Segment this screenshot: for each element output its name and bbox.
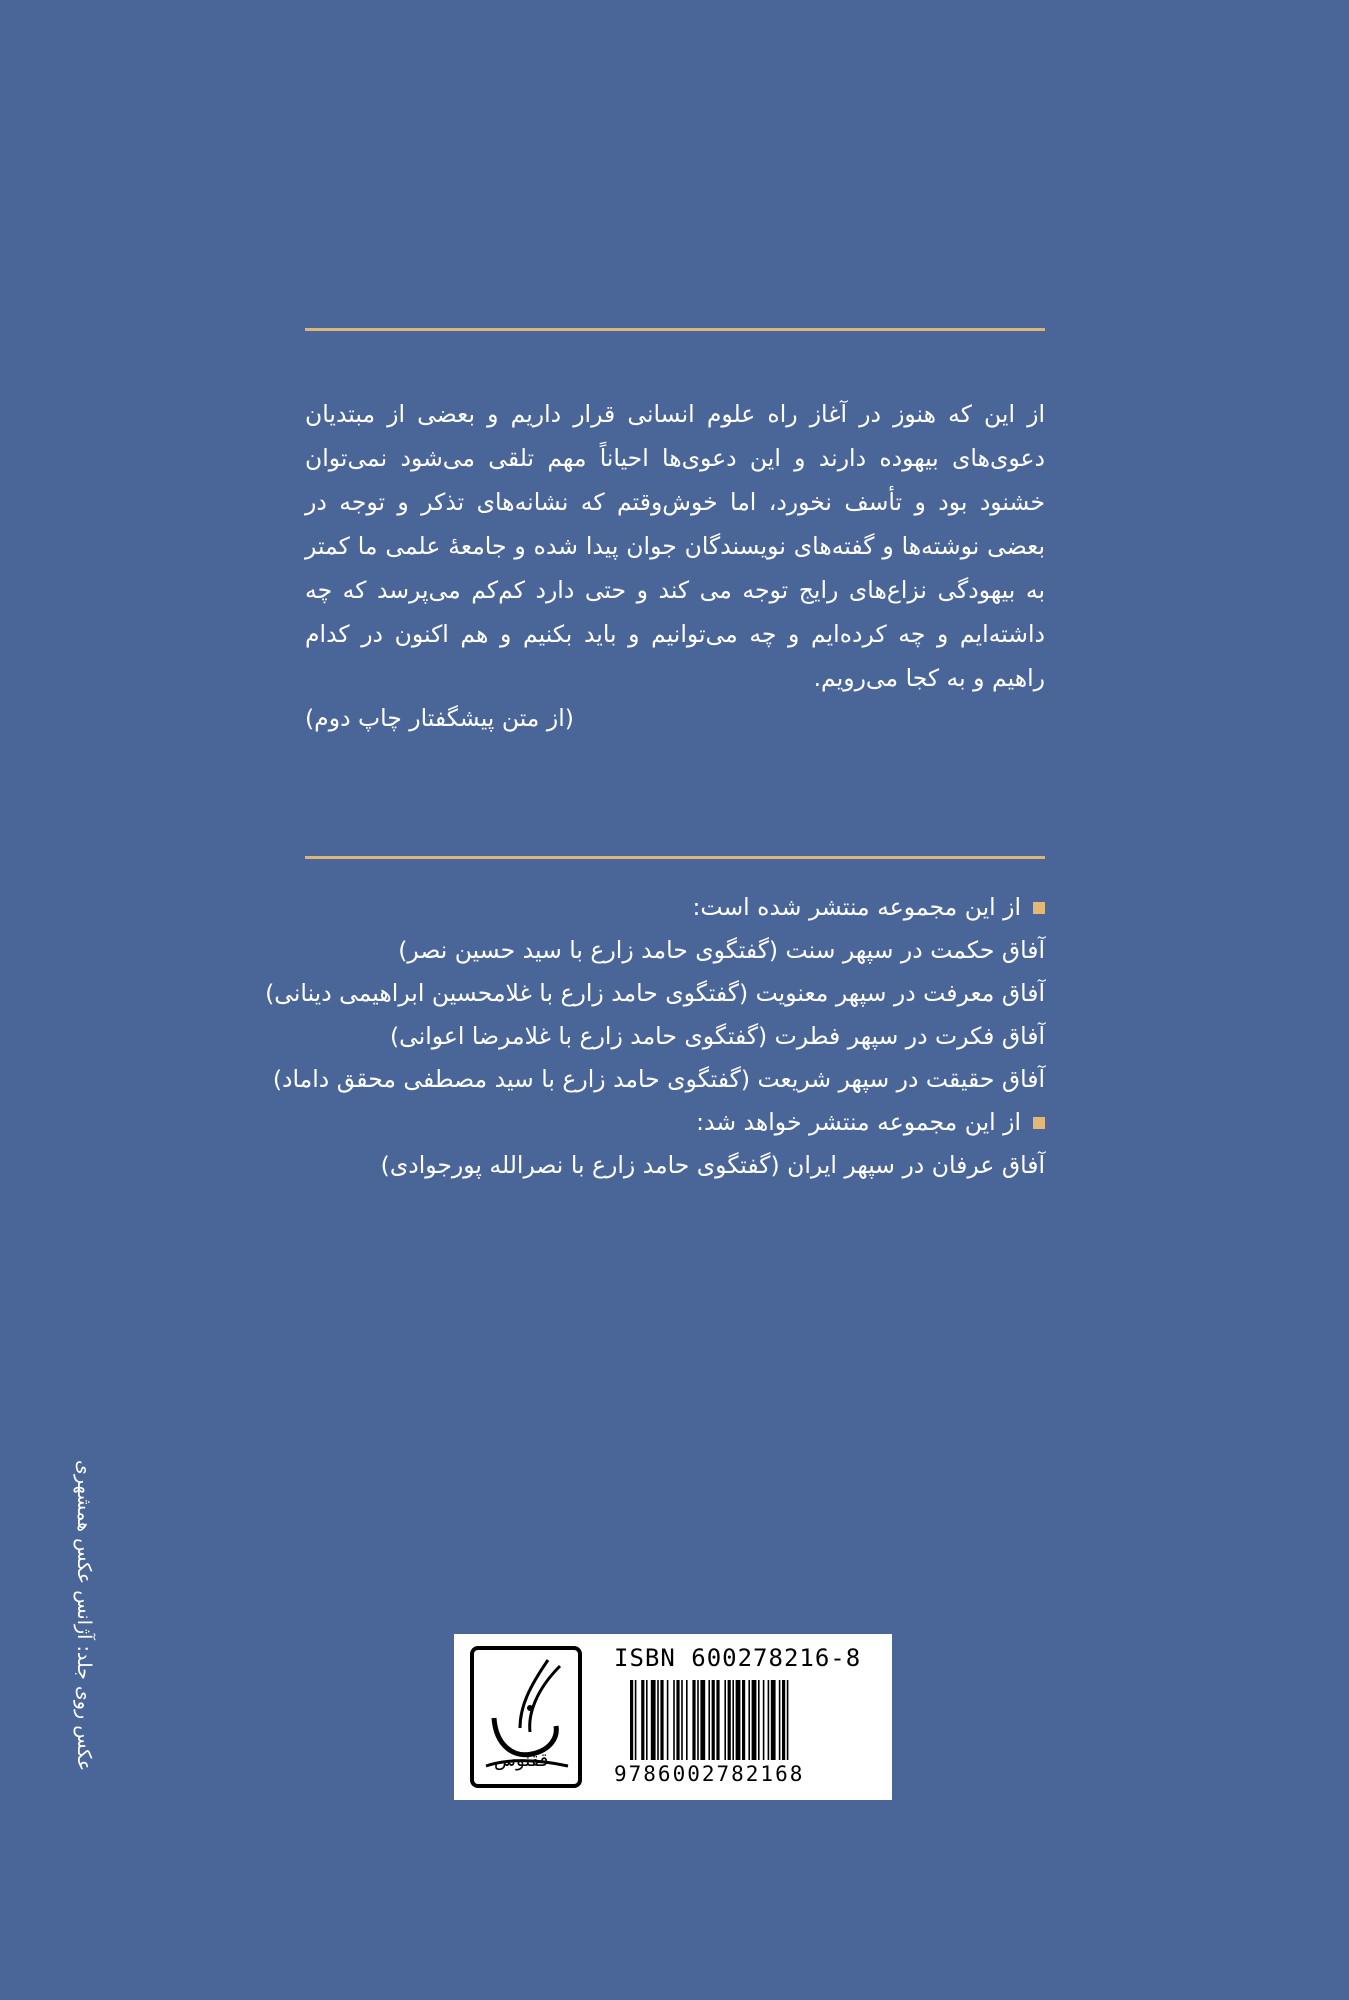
published-item: آفاق حقیقت در سپهر شریعت (گفتگوی حامد زارع با سید مصطفی محقق داماد) xyxy=(272,1065,1045,1093)
upcoming-item: آفاق عرفان در سپهر ایران (گفتگوی حامد زارع با نصرالله پورجوادی) xyxy=(380,1151,1045,1179)
published-heading: از این مجموعه منتشر شده است: xyxy=(692,893,1021,921)
published-heading-row xyxy=(290,886,1045,929)
excerpt-paragraph: از این که هنوز در آغاز راه علوم انسانی قرار داریم و بعضی از مبتدیان دعوی‌های بیهوده دارند و این دعوی‌ها احیاناً مهم تلقی می‌شود نمی‌توان خشنود بود و تأسف نخورد، اما خوش‌وقتم که نشانه‌های تذکر و توجه در بعضی نوشته‌ها و گفته‌های نویسندگان جوان پیدا شده و جامعهٔ علمی ما کمتر به بیهودگی نزاع‌های رایج توجه می کند و حتی دارد کم‌کم می‌پرسد که چه داشته‌ایم و چه کرده‌ایم و چه می‌توانیم و باید بکنیم و هم اکنون در کدام راهیم و به کجا می‌رویم. xyxy=(305,400,1045,692)
barcode-icon xyxy=(630,1680,866,1760)
top-divider xyxy=(305,328,1045,331)
upcoming-heading: از این مجموعه منتشر خواهد شد: xyxy=(696,1108,1021,1136)
published-item: آفاق معرفت در سپهر معنویت (گفتگوی حامد زارع با غلامحسین ابراهیمی دینانی) xyxy=(265,979,1045,1007)
series-list xyxy=(265,886,1045,1187)
published-item: آفاق فکرت در سپهر فطرت (گفتگوی حامد زارع با غلامرضا اعوانی) xyxy=(389,1022,1045,1050)
publisher-logo-text: ققنوس xyxy=(494,1750,549,1771)
barcode-box xyxy=(454,1634,892,1800)
middle-divider xyxy=(305,856,1045,859)
square-bullet-icon xyxy=(1033,1117,1045,1129)
square-bullet-icon xyxy=(1033,902,1045,914)
published-item: آفاق حکمت در سپهر سنت (گفتگوی حامد زارع با سید حسین نصر) xyxy=(398,936,1045,964)
ean-number: 9786002782168 xyxy=(614,1762,805,1786)
isbn-number: ISBN 600278216-8 xyxy=(614,1644,862,1672)
upcoming-heading-row xyxy=(290,1101,1045,1144)
cover-photo-credit: عکس روی جلد: آژانس عکس همشهری xyxy=(73,1460,95,1772)
excerpt-source: (از متن پیشگفتار چاپ دوم) xyxy=(305,704,574,732)
